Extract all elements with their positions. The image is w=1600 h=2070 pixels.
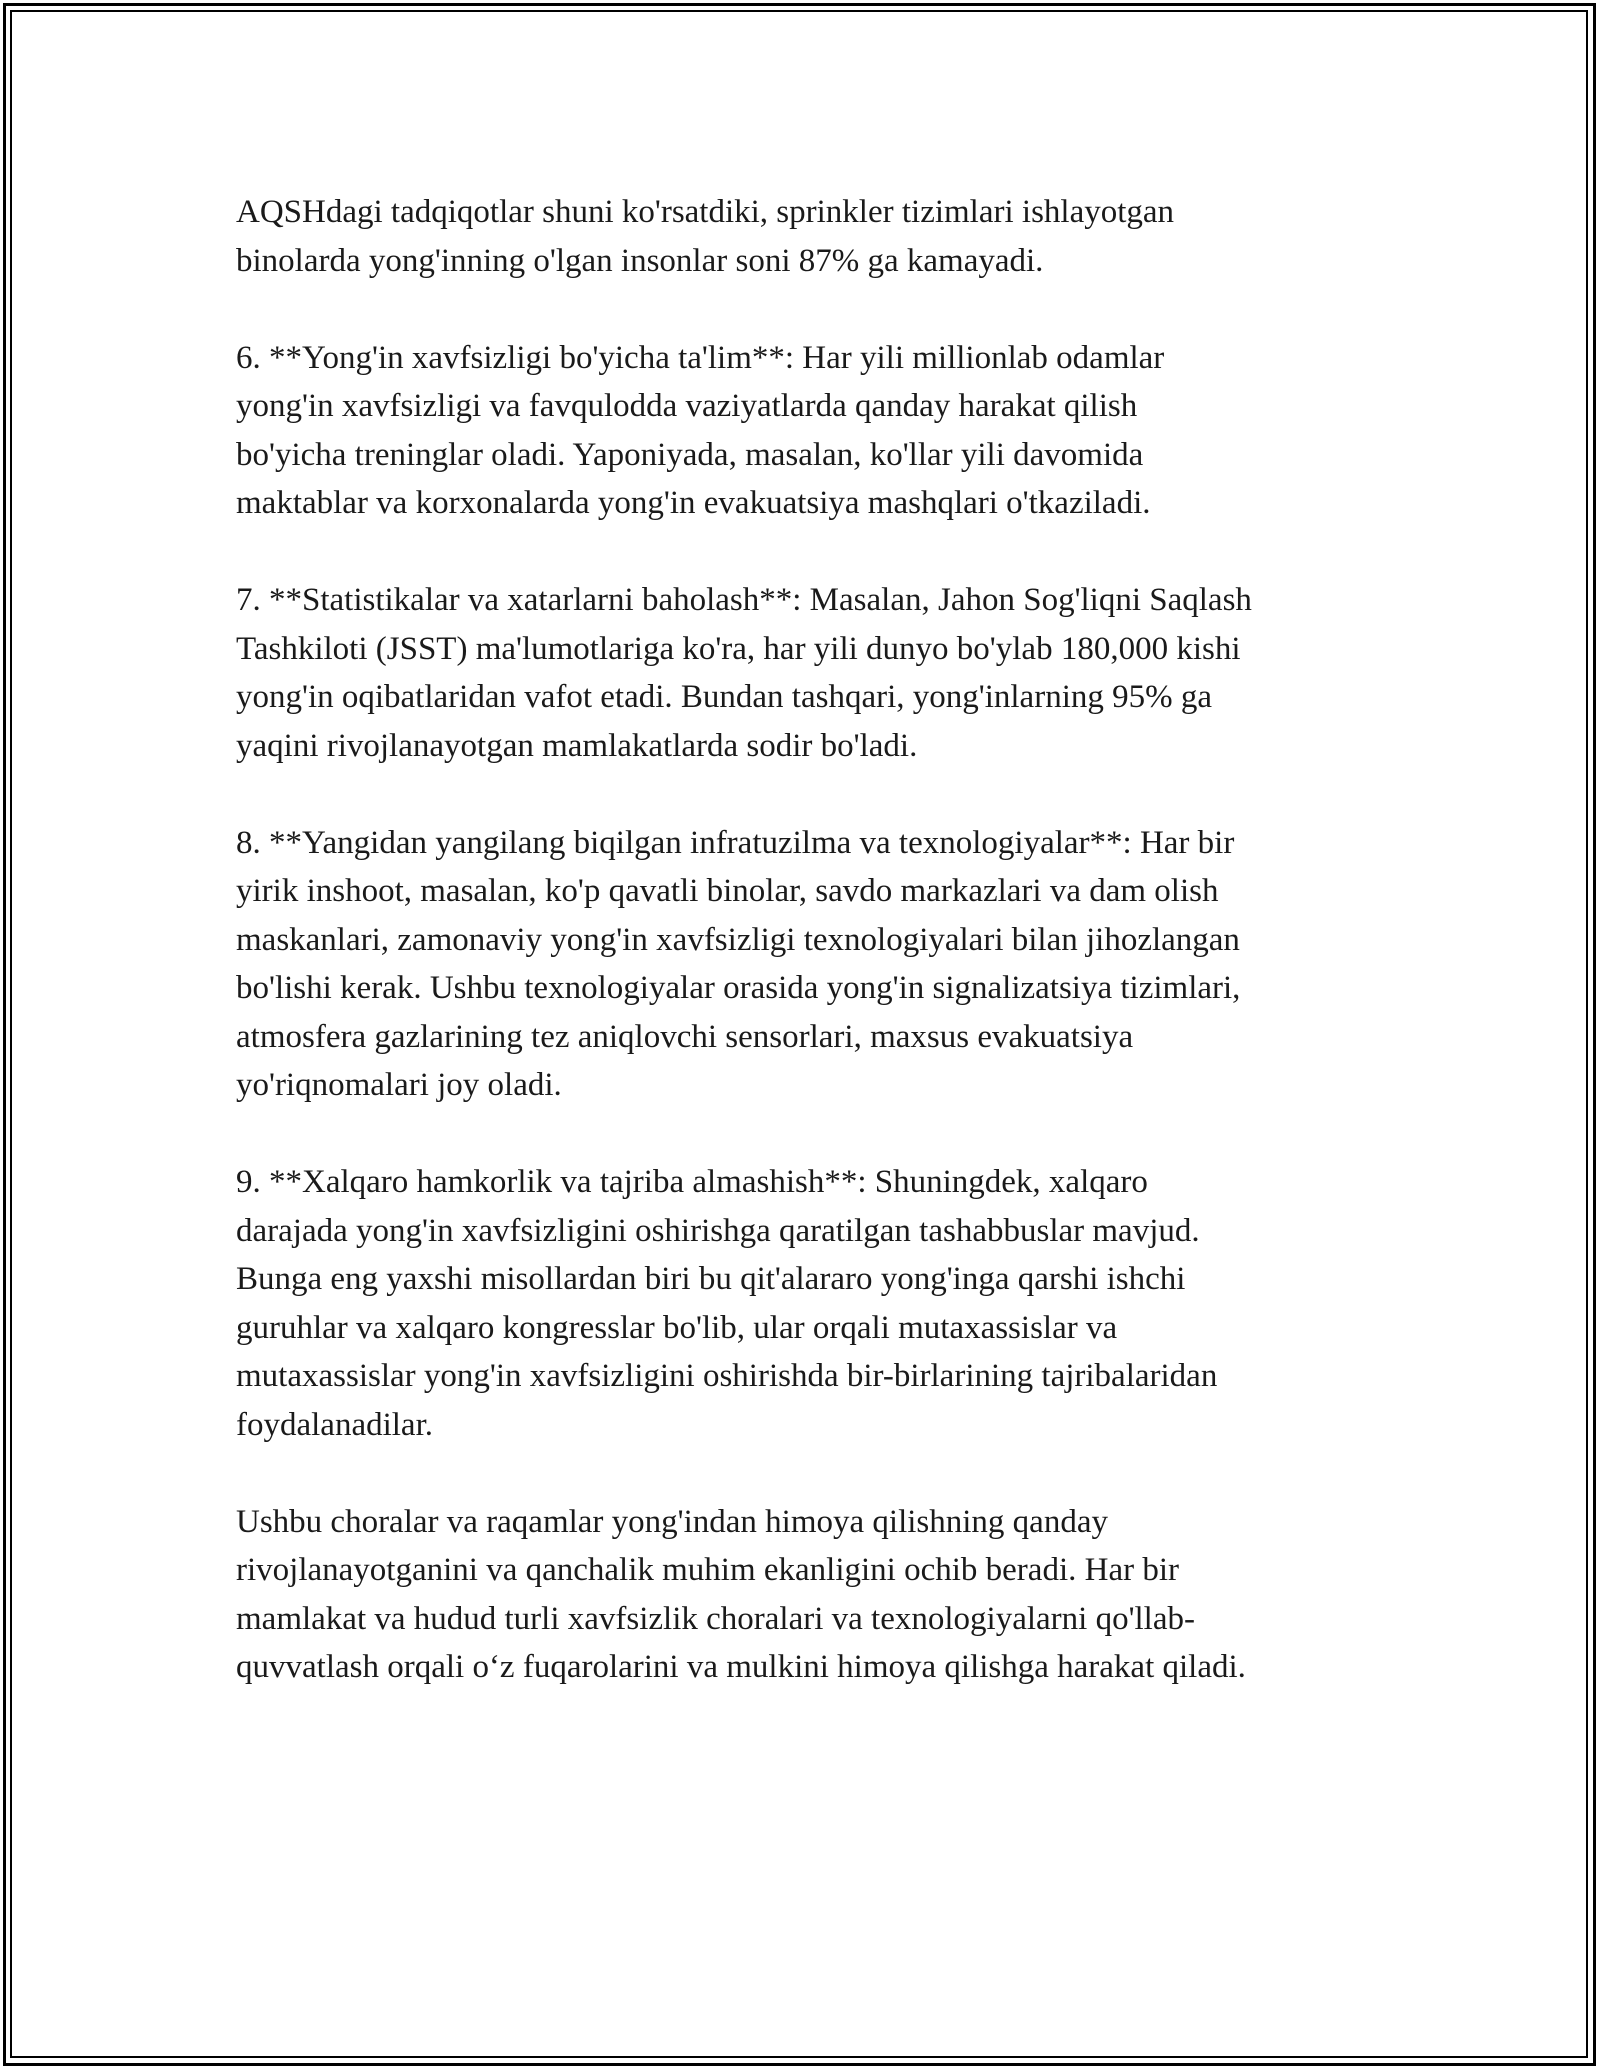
text-line: yong'in oqibatlaridan vafot etadi. Bundan tashqari, yong'inlarning 95% ga xyxy=(236,679,1212,715)
document-body xyxy=(236,188,1396,1740)
text-line: maktablar va korxonalarda yong'in evakuatsiya mashqlari o'tkaziladi. xyxy=(236,485,1151,521)
text-line: foydalanadilar. xyxy=(236,1406,434,1443)
paragraph-item-7 xyxy=(236,576,1396,770)
text-line: Bunga eng yaxshi misollardan biri bu qit'alararo yong'inga qarshi ishchi xyxy=(236,1261,1186,1297)
text-line: binolarda yong'inning o'lgan insonlar soni 87% ga kamayadi. xyxy=(236,242,1044,279)
paragraph-conclusion xyxy=(236,1498,1396,1692)
text-line: darajada yong'in xavfsizligini oshirishga qaratilgan tashabbuslar mavjud. xyxy=(236,1212,1200,1249)
text-line: quvvatlash orqali o‘z fuqarolarini va mulkini himoya qilishga harakat qiladi. xyxy=(236,1649,1246,1685)
paragraph-item-9 xyxy=(236,1158,1396,1449)
text-line: 8. **Yangidan yangilang biqilgan infratuzilma va texnologiyalar**: Har bir xyxy=(236,824,1235,861)
paragraph-intro xyxy=(236,188,1396,285)
text-line: yong'in xavfsizligi va favqulodda vaziyatlarda qanday harakat qilish xyxy=(236,388,1138,424)
text-line: mutaxassislar yong'in xavfsizligini oshirishda bir-birlarining tajribalaridan xyxy=(236,1358,1218,1394)
text-line: mamlakat va hudud turli xavfsizlik choralari va texnologiyalarni qo'llab- xyxy=(236,1600,1195,1637)
text-line: guruhlar va xalqaro kongresslar bo'lib, ular orqali mutaxassislar va xyxy=(236,1309,1118,1346)
text-line: yaqini rivojlanayotgan mamlakatlarda sodir bo'ladi. xyxy=(236,727,918,764)
text-line: 7. **Statistikalar va xatarlarni baholash**: Masalan, Jahon Sog'liqni Saqlash xyxy=(236,582,1252,618)
text-line: Ushbu choralar va raqamlar yong'indan himoya qilishning qanday xyxy=(236,1503,1108,1540)
text-line: yirik inshoot, masalan, ko'p qavatli binolar, savdo markazlari va dam olish xyxy=(236,873,1219,909)
text-line: 9. **Xalqaro hamkorlik va tajriba almashish**: Shuningdek, xalqaro xyxy=(236,1164,1148,1200)
text-line: bo'lishi kerak. Ushbu texnologiyalar orasida yong'in signalizatsiya tizimlari, xyxy=(236,970,1241,1006)
paragraph-item-6 xyxy=(236,334,1396,528)
text-line: bo'yicha treninglar oladi. Yaponiyada, masalan, ko'llar yili davomida xyxy=(236,436,1144,473)
text-line: AQSHdagi tadqiqotlar shuni ko'rsatdiki, sprinkler tizimlari ishlayotgan xyxy=(236,194,1175,230)
text-line: Tashkiloti (JSST) ma'lumotlariga ko'ra, har yili dunyo bo'ylab 180,000 kishi xyxy=(236,630,1241,667)
text-line: yo'riqnomalari joy oladi. xyxy=(236,1067,562,1103)
paragraph-item-8 xyxy=(236,819,1396,1110)
text-line: rivojlanayotganini va qanchalik muhim ekanligini ochib beradi. Har bir xyxy=(236,1552,1179,1588)
text-line: atmosfera gazlarining tez aniqlovchi sensorlari, maxsus evakuatsiya xyxy=(236,1018,1134,1055)
text-line: 6. **Yong'in xavfsizligi bo'yicha ta'lim**: Har yili millionlab odamlar xyxy=(236,339,1165,376)
text-line: maskanlari, zamonaviy yong'in xavfsizligi texnologiyalari bilan jihozlangan xyxy=(236,921,1240,958)
